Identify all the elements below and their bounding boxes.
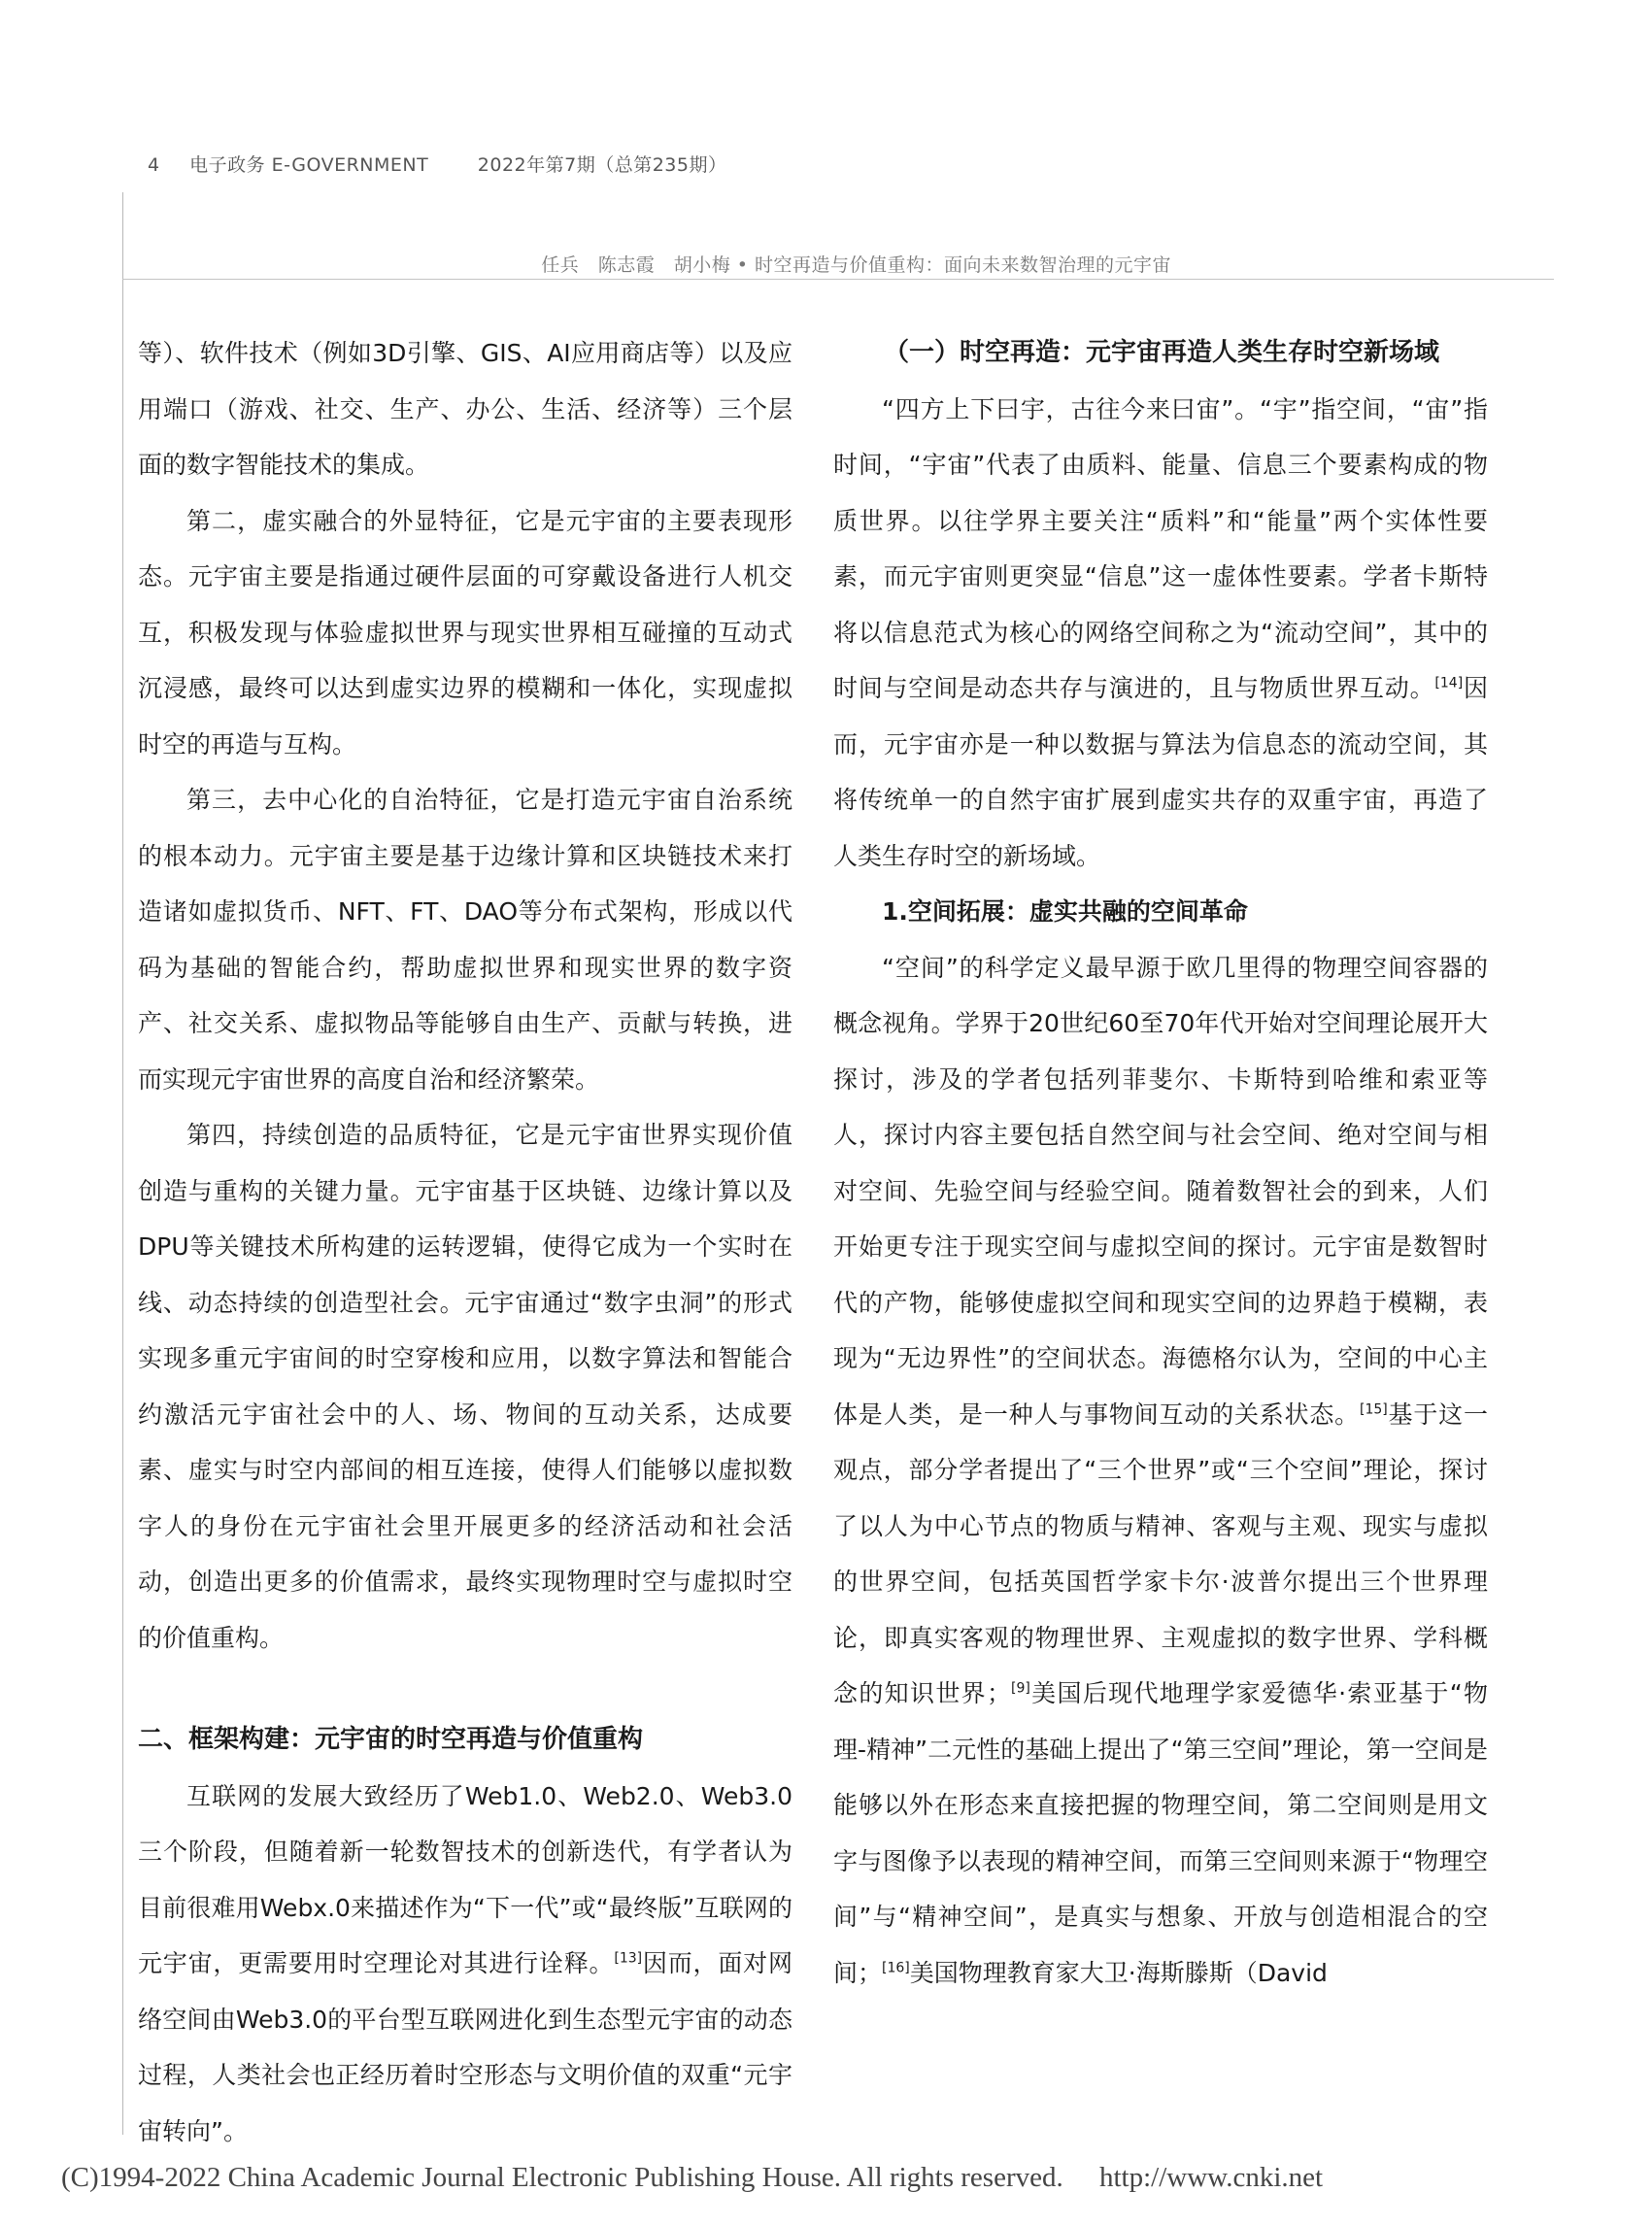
copyright-footer <box>61 2162 1323 2194</box>
paragraph-text: 因而，面对网络空间由Web3.0的平台型互联网进化到生态型元宇宙的动态过程，人类社会也正经历着时空形态与文明价值的双重“元宇宙转向”。 <box>138 1949 792 2145</box>
sub-subsection-heading: 1.空间拓展：虚实共融的空间革命 <box>882 897 1248 926</box>
citation: [13] <box>614 1950 643 1967</box>
journal-name: 电子政务 E-GOVERNMENT <box>189 154 429 176</box>
paragraph-text: 基于这一观点，部分学者提出了“三个世界”或“三个空间”理论，探讨了以人为中心节点的物质与精神、客观与主观、现实与虚拟的世界空间，包括英国哲学家卡尔·波普尔提出三个世界理论，即真实客观的物理世界、主观虚拟的数字世界、学科概念的知识世界； <box>833 1400 1488 1707</box>
citation: [9] <box>1010 1680 1030 1697</box>
paragraph: 等）、软件技术（例如3D引擎、GIS、AI应用商店等）以及应用端口（游戏、社交、生产、办公、生活、经济等）三个层面的数字智能技术的集成。 <box>138 339 792 479</box>
paragraph <box>833 382 1488 885</box>
paragraph: 第二，虚实融合的外显特征，它是元宇宙的主要表现形态。元宇宙主要是指通过硬件层面的可穿戴设备进行人机交互，积极发现与体验虚拟世界与现实世界相互碰撞的互动式沉浸感，最终可以达到虚实边界的模糊和一体化，实现虚拟时空的再造与互构。 <box>138 506 792 759</box>
right-column <box>833 325 1488 2001</box>
paragraph-text: 因而，元宇宙亦是一种以数据与算法为信息态的流动空间，其将传统单一的自然宇宙扩展到虚实共存的双重宇宙，再造了人类生存时空的新场域。 <box>833 674 1488 870</box>
running-header <box>148 151 726 177</box>
margin-rule <box>122 192 123 2135</box>
section-heading: 二、框架构建：元宇宙的时空再造与价值重构 <box>138 1725 644 1754</box>
citation: [15] <box>1360 1401 1388 1418</box>
paragraph-text: 互联网的发展大致经历了Web1.0、Web2.0、Web3.0三个阶段，但随着新一轮数智技术的创新迭代，有学者认为目前很难用Webx.0来描述作为“下一代”或“最终版”互联网的元宇宙，更需要用时空理论对其进行诠释。 <box>138 1781 792 1977</box>
left-column <box>138 325 792 2159</box>
footer-link[interactable]: http://www.cnki.net <box>1098 2162 1324 2193</box>
article-running-title: 任兵 陈志霞 胡小梅 • 时空再造与价值重构：面向未来数智治理的元宇宙 <box>541 254 1171 276</box>
header-rule <box>122 279 1554 280</box>
paragraph <box>833 940 1488 2002</box>
paragraph-text: “空间”的科学定义最早源于欧几里得的物理空间容器的概念视角。学界于20世纪60至70年代开始对空间理论展开大探讨，涉及的学者包括列菲斐尔、卡斯特到哈维和索亚等人，探讨内容主要包括自然空间与社会空间、绝对空间与相对空间、先验空间与经验空间。随着数智社会的到来，人们开始更专注于现实空间与虚拟空间的探讨。元宇宙是数智时代的产物，能够使虚拟空间和现实空间的边界趋于模糊，表现为“无边界性”的空间状态。海德格尔认为，空间的中心主体是人类，是一种人与事物间互动的关系状态。 <box>833 953 1488 1429</box>
issue-info: 2022年第7期（总第235期） <box>477 154 727 176</box>
copyright-text: (C)1994-2022 China Academic Journal Electronic Publishing House. All rights reserved. <box>61 2162 1063 2193</box>
paragraph-text: 美国后现代地理学家爱德华·索亚基于“物理-精神”二元性的基础上提出了“第三空间”理论，第一空间是能够以外在形态来直接把握的物理空间，第二空间则是用文字与图像予以表现的精神空间，而第三空间则来源于“物理空间”与“精神空间”，是真实与想象、开放与创造相混合的空间； <box>833 1679 1488 1987</box>
paragraph: 第四，持续创造的品质特征，它是元宇宙世界实现价值创造与重构的关键力量。元宇宙基于区块链、边缘计算以及DPU等关键技术所构建的运转逻辑，使得它成为一个实时在线、动态持续的创造型社会。元宇宙通过“数字虫洞”的形式实现多重元宇宙间的时空穿梭和应用，以数字算法和智能合约激活元宇宙社会中的人、场、物间的互动关系，达成要素、虚实与时空内部间的相互连接，使得人们能够以虚拟数字人的身份在元宇宙社会里开展更多的经济活动和社会活动，创造出更多的价值需求，最终实现物理时空与虚拟时空的价值重构。 <box>138 1121 792 1652</box>
citation: [14] <box>1434 675 1464 691</box>
paragraph: 第三，去中心化的自治特征，它是打造元宇宙自治系统的根本动力。元宇宙主要是基于边缘计算和区块链技术来打造诸如虚拟货币、NFT、FT、DAO等分布式架构，形成以代码为基础的智能合约，帮助虚拟世界和现实世界的数字资产、社交关系、虚拟物品等能够自由生产、贡献与转换，进而实现元宇宙世界的高度自治和经济繁荣。 <box>138 786 792 1094</box>
paragraph-text: 美国物理教育家大卫·海斯滕斯（David <box>909 1958 1328 1987</box>
subsection-heading: （一）时空再造：元宇宙再造人类生存时空新场域 <box>884 338 1440 367</box>
page-number: 4 <box>148 154 160 176</box>
paragraph <box>138 1769 792 2160</box>
citation: [16] <box>882 1960 910 1976</box>
paragraph-text: “四方上下曰宇，古往今来曰宙”。“宇”指空间，“宙”指时间，“宇宙”代表了由质料、能量、信息三个要素构成的物质世界。以往学界主要关注“质料”和“能量”两个实体性要素，而元宇宙则更突显“信息”这一虚体性要素。学者卡斯特将以信息范式为核心的网络空间称之为“流动空间”，其中的时间与空间是动态共存与演进的，且与物质世界互动。 <box>833 394 1488 702</box>
